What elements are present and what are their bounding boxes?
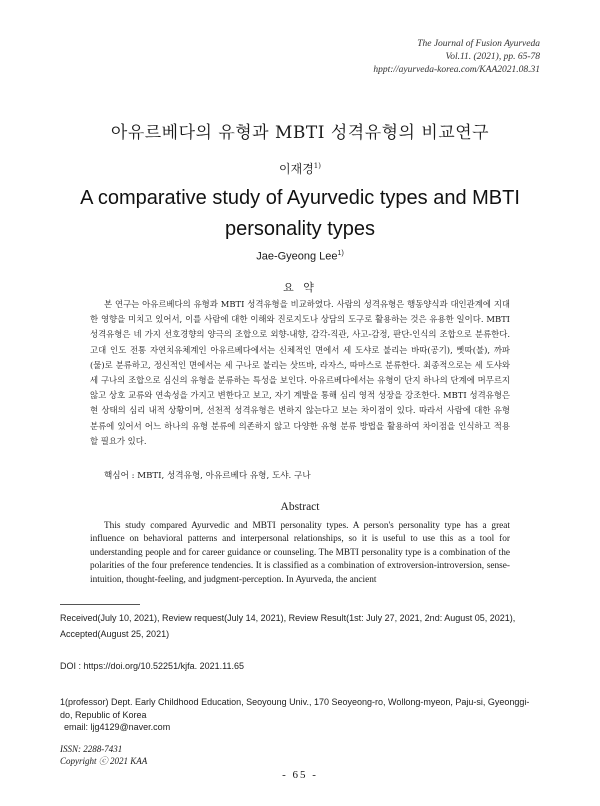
keywords: 핵심어 : MBTI, 성격유형, 아유르베다 유형, 도샤. 구나 xyxy=(104,471,311,481)
page-number: - 65 - xyxy=(282,769,318,781)
english-abstract-text: This study compared Ayurvedic and MBTI personality types. A person's personality type has a great influence on behavioral patterns and interpersonal relationships, so it is useful to use this as a tool for understanding people and for career guidance or counseling. The MBTI personality type is a combination of the polarities of the four preference tendencies. It is classified as a combination of extroversion-introversion, sense-intuition, thought-feeling, and judgment-perception. In Ayurveda, the ancient xyxy=(90,521,510,585)
korean-title: 아유르베다의 유형과 MBTI 성격유형의 비교연구 xyxy=(110,123,490,143)
korean-author xyxy=(0,160,600,177)
doi-link[interactable]: DOI : https://doi.org/10.52251/kjfa. 2021.11.65 xyxy=(60,661,244,671)
english-author xyxy=(0,250,600,263)
english-abstract-heading: Abstract xyxy=(280,501,320,513)
affiliation-text: 1(professor) Dept. Early Childhood Education, Seoyoung Univ., 170 Seoyeong-ro, Wollong-myeon, Paju-si, Gyeonggi-do, Republic of Korea xyxy=(60,697,530,720)
author-email[interactable]: email: ljg4129@naver.com xyxy=(64,722,171,732)
english-author-name: Jae-Gyeong Lee xyxy=(256,250,338,263)
journal-header xyxy=(373,38,540,77)
copyright: Copyright ⓒ 2021 KAA xyxy=(60,756,148,766)
english-author-mark: 1) xyxy=(337,250,344,257)
issn-block xyxy=(60,743,147,767)
korean-author-mark: 1) xyxy=(313,162,321,170)
korean-abstract-text: 본 연구는 아유르베다의 유형과 MBTI 성격유형을 비교하였다. 사람의 성격유형은 행동양식과 대인관계에 지대한 영향을 미치고 있어서, 이를 사람에 대한 이해와 진로지도나 상담의 도구로 활용하는 것은 유용한 일이다. MBTI 성격유형은 네 가지 선호경향의 양극의 조합으로 외향-내향, 감각-직관, 사고-감정, 판단-인식의 조합으로 분류한다. 고대 인도 전통 자연치유체계인 아유르베다에서는 신체적인 면에서 세 도샤로 불리는 바따(공기), 삣따(불), 까파(물)로 분류하고, 정신적인 면에서는 세 구나로 불리는 삿뜨바, 라자스, 따마스로 분류한다. 최종적으로는 세 도샤와 세 구나의 조합으로 심신의 유형을 분류하는 특성을 보인다. 아유르베다에서는 유형이 단지 하나의 단계에 머무르지 않고 상호 교류와 연속성을 가지고 변한다고 보고, 자기 계발을 통해 심리 영적 성장을 강조한다. MBTI 성격유형은 현 상태의 심리 내적 상황이며, 선천적 성격유형은 변하지 않는다고 보는 차이점이 있다. 따라서 사람에 대한 유형 분류에 있어서 어느 하나의 유형 분류에 의존하지 않고 다양한 유형 분류 방법을 활용하여 차이점을 인식하고 적용할 필요가 있다. xyxy=(90,299,510,446)
footnote-divider xyxy=(60,604,140,605)
korean-abstract-heading: 요 약 xyxy=(283,281,317,294)
received-dates: Received(July 10, 2021), Review request(July 14, 2021), Review Result(1st: July 27, 2021, 2nd: August 05, 2021), Accepted(August 25, 2021) xyxy=(60,613,516,639)
journal-volume: Vol.11. (2021), pp. 65-78 xyxy=(445,52,540,62)
english-title: A comparative study of Ayurvedic types and MBTI personality types xyxy=(80,187,520,240)
korean-author-name: 이재경 xyxy=(279,162,314,176)
issn: ISSN: 2288-7431 xyxy=(60,744,123,754)
journal-name: The Journal of Fusion Ayurveda xyxy=(417,39,540,49)
journal-url: hppt://ayurveda-korea.com/KAA2021.08.31 xyxy=(373,65,540,75)
author-affiliation xyxy=(60,696,532,734)
